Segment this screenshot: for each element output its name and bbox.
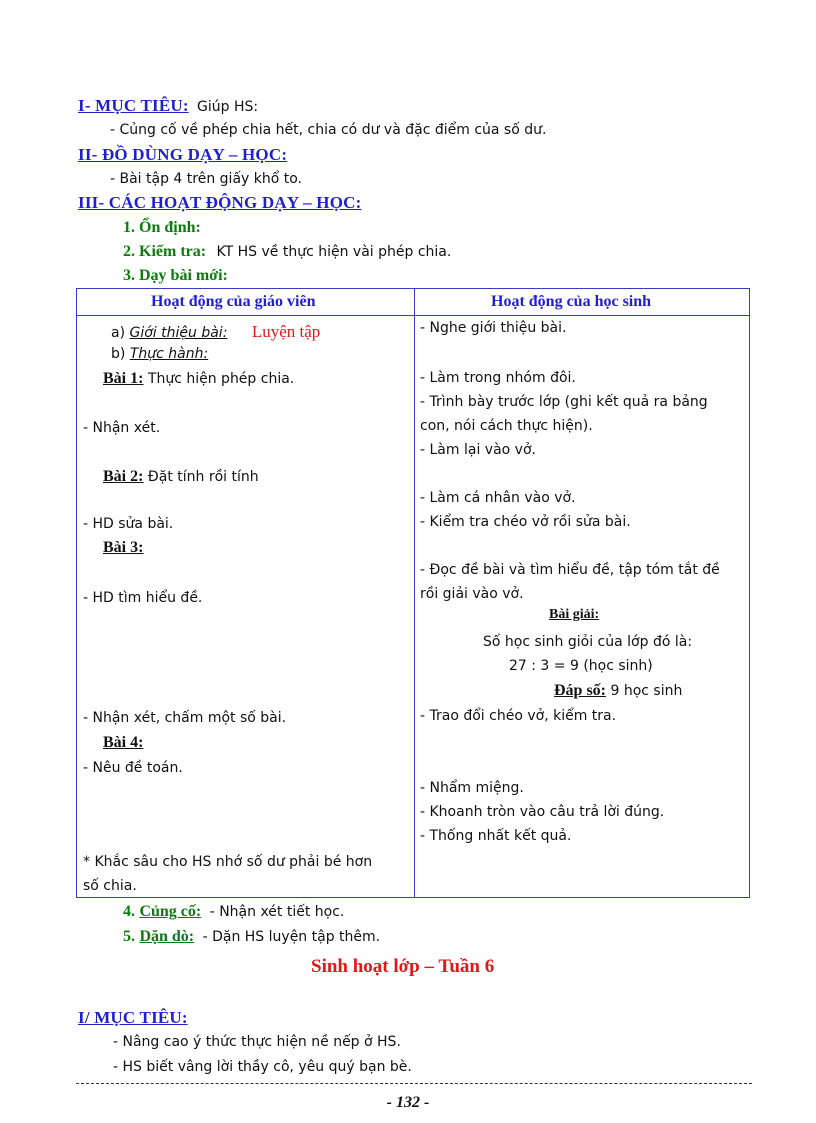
practice-row: b) Thực hành: [111,346,209,362]
hd-sua-bai: - HD sửa bài. [83,516,174,532]
section-title-sinh-hoat: Sinh hoạt lớp – Tuần 6 [311,956,495,977]
student-r5: - Làm cá nhân vào vở. [420,490,576,506]
bai-2-row: Bài 2: Đặt tính rồi tính [103,468,259,485]
step-2-text: KT HS về thực hiện vài phép chia. [216,244,452,260]
nhan-xet-cham-bai: - Nhận xét, chấm một số bài. [83,710,287,726]
step-1-on-dinh: 1. Ổn định: [123,219,201,236]
lesson-title: Luyện tập [251,322,321,341]
khac-sau-line-1: * Khắc sâu cho HS nhớ số dư phải bé hơn [83,854,373,870]
student-r6: - Kiểm tra chéo vở rồi sửa bài. [420,514,631,530]
dap-so-row: Đáp số: 9 học sinh [554,682,683,699]
intro-label: Giới thiệu bài: [129,325,228,341]
page-number: - 132 - [386,1094,430,1111]
header-teacher: Hoạt động của giáo viên [151,293,316,310]
student-r3a: - Trình bày trước lớp (ghi kết quả ra bảng [420,394,708,410]
neu-de-toan: - Nêu đề toán. [83,760,183,776]
step-5-dan-do: 5. Dặn dò: - Dặn HS luyện tập thêm. [123,928,381,945]
step-3-day-bai-moi: 3. Dạy bài mới: [123,267,228,284]
footer-dashed-line [76,1083,752,1084]
dap-so-label: Đáp số: [554,682,607,699]
step-2-label: 2. Kiểm tra: [123,243,207,260]
section-3-title: III- CÁC HOẠT ĐỘNG DẠY – HỌC: [78,193,362,212]
bai-4-label: Bài 4: [103,734,144,751]
section-1-title: I- MỤC TIÊU: [78,96,189,115]
student-r4: - Làm lại vào vở. [420,442,536,458]
hd-tim-hieu-de: - HD tìm hiểu đề. [83,590,203,606]
table-column-divider [414,289,415,897]
student-r2: - Làm trong nhóm đôi. [420,370,576,386]
student-r1: - Nghe giới thiệu bài. [420,320,567,336]
step-5-label: Dặn dò: [139,928,195,945]
bai-giai-label: Bài giải: [549,607,600,622]
student-r7b: rồi giải vào vở. [420,586,524,602]
bai-1-row: Bài 1: Thực hiện phép chia. [103,370,295,387]
step-4-text: - Nhận xét tiết học. [209,904,345,920]
bai-2-label: Bài 2: [103,468,144,485]
bai-3-row [103,539,143,557]
bai-1-label: Bài 1: [103,370,144,387]
step-4-label: Củng cố: [139,903,202,920]
section-1-item: - Củng cố về phép chia hết, chia có dư và đặc điểm của số dư. [110,122,547,138]
section-b-title: I/ MỤC TIÊU: [78,1008,188,1027]
intro-row: a) Giới thiệu bài: Luyện tập [111,322,321,341]
step-5-text: - Dặn HS luyện tập thêm. [202,929,381,945]
student-r11: - Thống nhất kết quả. [420,828,572,844]
activity-table [76,288,750,898]
header-student: Hoạt động của học sinh [491,293,652,310]
bai-4-row [103,734,143,752]
student-r10: - Khoanh tròn vào câu trả lời đúng. [420,804,665,820]
student-r3b: con, nói cách thực hiện). [420,418,593,434]
practice-label: Thực hành: [129,346,209,362]
step-4-cung-co: 4. Củng cố: - Nhận xét tiết học. [123,903,345,920]
nhan-xet-1: - Nhận xét. [83,420,161,436]
section-b-item-1: - Nâng cao ý thức thực hiện nề nếp ở HS. [113,1034,401,1050]
bai-giai-line-2: 27 : 3 = 9 (học sinh) [509,658,653,674]
bai-3-label: Bài 3: [103,539,144,556]
step-2-kiem-tra [123,243,451,261]
student-r8: - Trao đổi chéo vở, kiểm tra. [420,708,617,724]
student-r9: - Nhẩm miệng. [420,780,524,796]
student-r7a: - Đọc đề bài và tìm hiểu đề, tập tóm tắt đề [420,562,720,578]
khac-sau-line-2: số chia. [83,878,137,894]
section-2-item: - Bài tập 4 trên giấy khổ to. [110,171,303,187]
section-2-title: II- ĐỒ DÙNG DẠY – HỌC: [78,145,288,164]
bai-giai-line-1: Số học sinh giỏi của lớp đó là: [483,634,693,650]
section-b-item-2: - HS biết vâng lời thầy cô, yêu quý bạn bè. [113,1059,412,1075]
section-1-intro: Giúp HS: [197,99,259,115]
